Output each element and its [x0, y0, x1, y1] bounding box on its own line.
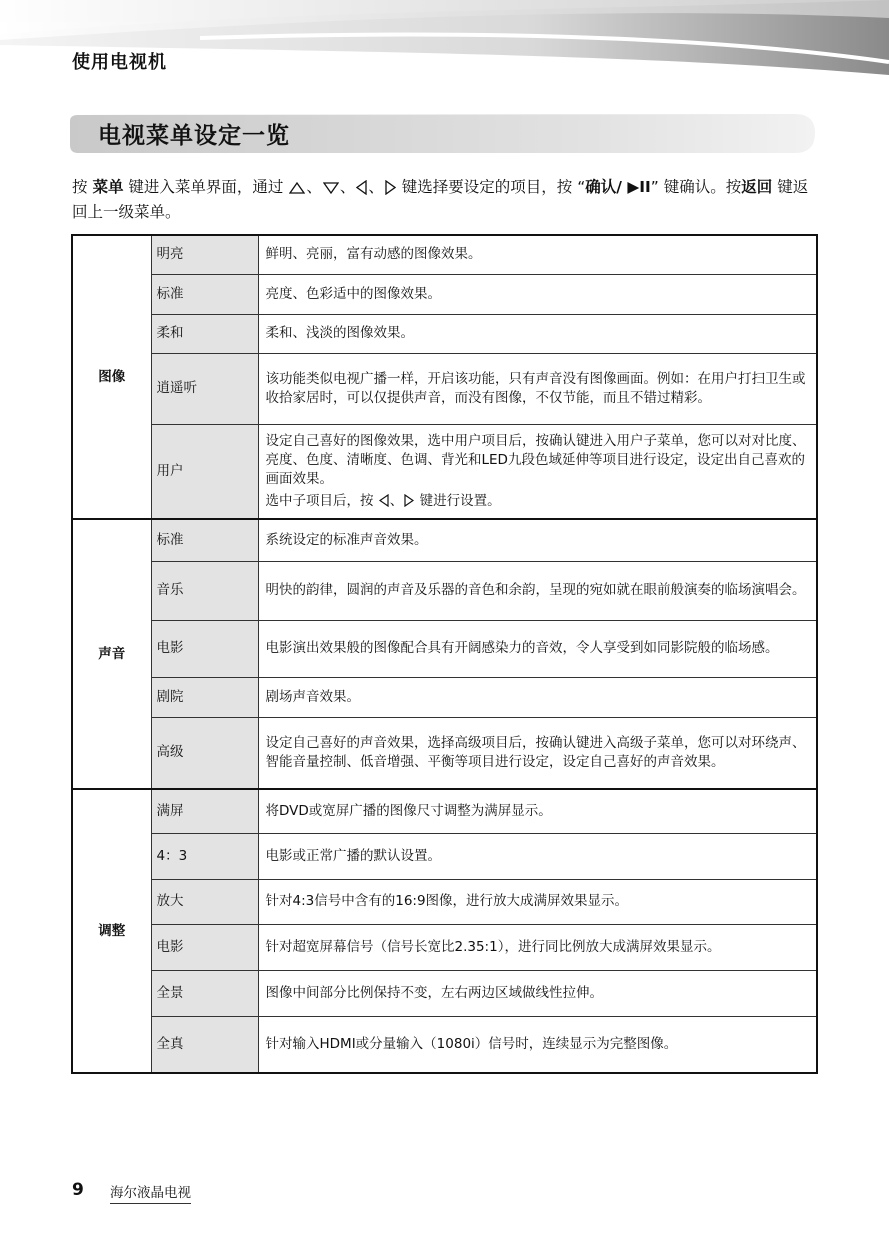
- item-description: 电影或正常广播的默认设置。: [258, 833, 817, 879]
- menu-item: 剧院: [151, 677, 258, 717]
- section-label: 使用电视机: [72, 52, 167, 73]
- menu-item: 标准: [151, 274, 258, 314]
- item-description-user: [258, 424, 817, 519]
- intro-text: 键返回上一级菜单。: [72, 178, 809, 221]
- page-number: 9: [72, 1180, 84, 1200]
- menu-item: 明亮: [151, 235, 258, 274]
- note-text: 选中子项目后，按: [265, 492, 378, 509]
- item-description: 电影演出效果般的图像配合具有开阔感染力的音效，令人享受到如同影院般的临场感。: [258, 620, 817, 677]
- separator: 、: [389, 492, 404, 509]
- item-description: 系统设定的标准声音效果。: [258, 519, 817, 561]
- item-description: 亮度、色彩适中的图像效果。: [258, 274, 817, 314]
- left-triangle-icon: [379, 494, 389, 507]
- user-note: [266, 492, 811, 511]
- menu-item: 全景: [151, 970, 258, 1016]
- intro-text: 按: [72, 178, 93, 196]
- note-text: 键进行设置。: [415, 492, 501, 509]
- right-triangle-icon: [404, 494, 414, 507]
- item-description: 鲜明、亮丽，富有动感的图像效果。: [258, 235, 817, 274]
- item-description: 针对超宽屏幕信号（信号长宽比2.35:1），进行同比例放大成满屏效果显示。: [258, 924, 817, 970]
- category-sound: 声音: [72, 519, 151, 789]
- category-picture: 图像: [72, 235, 151, 519]
- menu-item: 放大: [151, 879, 258, 924]
- menu-item: 高级: [151, 717, 258, 789]
- item-description: 图像中间部分比例保持不变，左右两边区域做线性拉伸。: [258, 970, 817, 1016]
- menu-item: 音乐: [151, 561, 258, 620]
- separator: 、: [306, 178, 322, 196]
- intro-text: 键进入菜单界面，通过: [123, 178, 289, 196]
- category-adjust: 调整: [72, 789, 151, 1073]
- confirm-key-label: 确认/ ▶II: [585, 178, 651, 196]
- menu-item: 逍遥听: [151, 353, 258, 424]
- separator: 、: [368, 178, 384, 196]
- down-triangle-icon: [323, 182, 339, 194]
- footer-brand: 海尔液晶电视: [110, 1181, 191, 1204]
- item-description: 该功能类似电视广播一样，开启该功能，只有声音没有图像画面。例如：在用户打扫卫生或收拾家居时，可以仅提供声音，而没有图像，不仅节能，而且不错过精彩。: [258, 353, 817, 424]
- item-description: 明快的韵律，圆润的声音及乐器的音色和余韵，呈现的宛如就在眼前般演奏的临场演唱会。: [258, 561, 817, 620]
- menu-item: 满屏: [151, 789, 258, 833]
- menu-item: 全真: [151, 1016, 258, 1073]
- intro-paragraph: [72, 175, 812, 225]
- menu-item: 4：3: [151, 833, 258, 879]
- back-key-label: 返回: [741, 178, 773, 196]
- separator: 、: [339, 178, 356, 196]
- item-description: 针对4:3信号中含有的16:9图像，进行放大成满屏效果显示。: [258, 879, 817, 924]
- page-title: 电视菜单设定一览: [98, 123, 290, 149]
- left-triangle-icon: [356, 180, 367, 195]
- menu-item: 用户: [151, 424, 258, 519]
- menu-item: 标准: [151, 519, 258, 561]
- menu-key-label: 菜单: [92, 178, 124, 196]
- intro-text: ” 键确认。按: [650, 178, 742, 196]
- up-triangle-icon: [289, 182, 305, 194]
- menu-settings-table: [71, 234, 818, 1074]
- menu-item: 电影: [151, 620, 258, 677]
- intro-text: 键选择要设定的项目，按 “: [401, 178, 586, 196]
- right-triangle-icon: [385, 180, 396, 195]
- item-description: 设定自己喜好的声音效果，选择高级项目后，按确认键进入高级子菜单，您可以对环绕声、智能音量控制、低音增强、平衡等项目进行设定，设定自己喜好的声音效果。: [258, 717, 817, 789]
- item-description: 将DVD或宽屏广播的图像尺寸调整为满屏显示。: [258, 789, 817, 833]
- item-description: 剧场声音效果。: [258, 677, 817, 717]
- menu-item: 电影: [151, 924, 258, 970]
- item-description: 针对输入HDMI或分量输入（1080i）信号时，连续显示为完整图像。: [258, 1016, 817, 1073]
- item-description: 柔和、浅淡的图像效果。: [258, 314, 817, 353]
- item-description: 设定自己喜好的图像效果，选中用户项目后，按确认键进入用户子菜单，您可以对对比度、亮度、色度、清晰度、色调、背光和LED九段色域延伸等项目进行设定，设定出自己喜欢的画面效果。: [265, 432, 806, 487]
- menu-item: 柔和: [151, 314, 258, 353]
